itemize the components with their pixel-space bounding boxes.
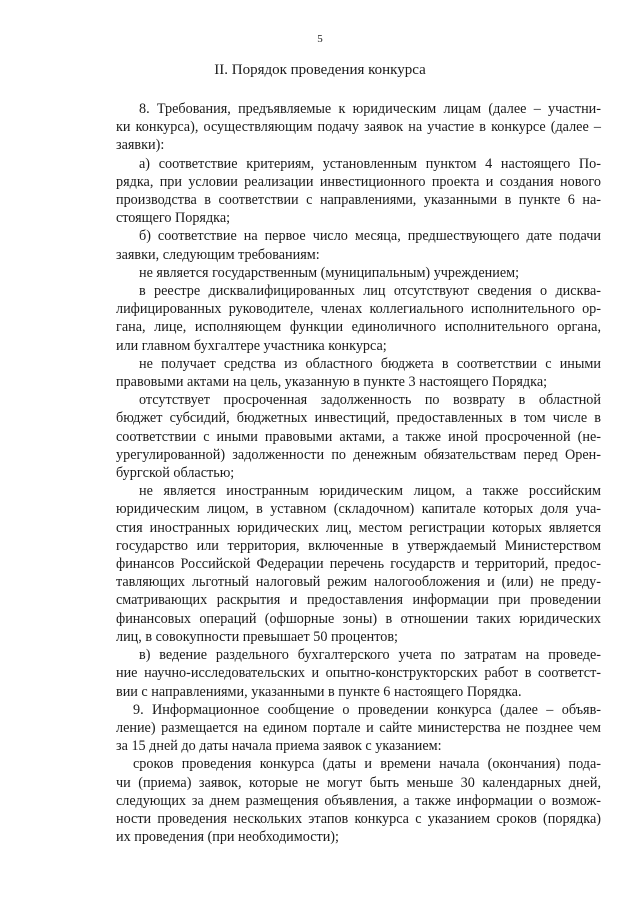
text-line: производства в соответствии с направлениями, указанными в пункте 6 на- [116, 192, 601, 209]
text-line: лифицированных руководителе, членах коллегиального исполнительного ор- [116, 301, 601, 318]
text-line: б) соответствие на первое число месяца, предшествующего дате подачи [139, 228, 601, 245]
text-line: соответствии с иными правовыми актами, а также иной просроченной (не- [116, 428, 601, 445]
text-line: финансов Российской Федерации перечень государств и территорий, предос- [116, 556, 601, 573]
page-number: 5 [317, 33, 323, 45]
text-line: за 15 дней до даты начала приема заявок с указанием: [116, 738, 442, 755]
text-line: рядка, при условии реализации инвестиционного проекта и создания нового [116, 173, 601, 190]
text-line: лиц, в совокупности превышает 50 процентов; [116, 628, 398, 645]
text-line: ление) размещается на едином портале и сайте министерства не позднее чем [116, 719, 601, 736]
text-line: юридическим лицом, в уставном (складочном) капитале которых доля уча- [116, 501, 601, 518]
text-line: в) ведение раздельного бухгалтерского учета по затратам на проведе- [139, 647, 601, 664]
text-line: в реестре дисквалифицированных лиц отсутствуют сведения о дисква- [139, 283, 601, 300]
text-line: стоящего Порядка; [116, 210, 231, 227]
text-line: ности проведения нескольких этапов конкурса с указанием сроков (порядка) [116, 810, 601, 827]
text-line: следующих за днем размещения объявления, а также информации о возмож- [116, 792, 601, 809]
text-line: 9. Информационное сообщение о проведении конкурса (далее – объяв- [133, 701, 601, 718]
text-line: государство или территория, включенные в утверждаемый Министерством [116, 537, 601, 554]
text-line: 8. Требования, предъявляемые к юридическим лицам (далее – участни- [139, 101, 601, 117]
text-line: а) соответствие критериям, установленным пунктом 4 настоящего По- [139, 155, 601, 172]
text-line: или главном бухгалтере участника конкурса; [116, 337, 387, 354]
text-line: бюджет субсидий, бюджетных инвестиций, предоставленных в том числе в [116, 410, 601, 427]
text-line: стия иностранных юридических лиц, местом регистрации которых является [116, 519, 601, 536]
text-line: гана, лице, исполняющем функции единоличного исполнительного органа, [116, 319, 601, 336]
text-line: не является государственным (муниципальным) учреждением; [139, 264, 520, 281]
text-line: не получает средства из областного бюджета в соответствии с иными [139, 355, 601, 372]
body-text [116, 100, 601, 846]
text-line: сматривающих раскрытия и предоставления информации при проведении [116, 592, 601, 609]
text-line: отсутствует просроченная задолженность по возврату в областной [139, 392, 601, 409]
text-line: урегулированной) задолженности по денежным обязательствам перед Орен- [116, 446, 601, 463]
text-line: не является иностранным юридическим лицом, а также российским [139, 483, 601, 500]
text-line: заявки): [116, 137, 165, 154]
text-line: вии с направлениями, указанными в пункте 6 настоящего Порядка. [116, 683, 522, 700]
text-line: их проведения (при необходимости); [116, 829, 339, 846]
text-line: правовыми актами на цель, указанную в пункте 3 настоящего Порядка; [116, 374, 548, 391]
text-line: бургской областью; [116, 465, 235, 482]
text-line: тавляющих льготный налоговый режим налогообложения и (или) не преду- [116, 574, 601, 591]
text-line: финансовых операций (офшорные зоны) в отношении таких юридических [116, 610, 601, 627]
text-line: ние научно-исследовательских и опытно-конструкторских работ в соответст- [116, 665, 601, 682]
section-heading: II. Порядок проведения конкурса [214, 62, 426, 78]
text-line: ки конкурса), осуществляющим подачу заявок на участие в конкурсе (далее – [116, 119, 601, 136]
text-line: чи (приема) заявок, которые не могут быть меньше 30 календарных дней, [116, 774, 601, 791]
text-line: заявки, следующим требованиям: [116, 246, 320, 263]
text-line: сроков проведения конкурса (даты и времени начала (окончания) пода- [133, 756, 601, 773]
